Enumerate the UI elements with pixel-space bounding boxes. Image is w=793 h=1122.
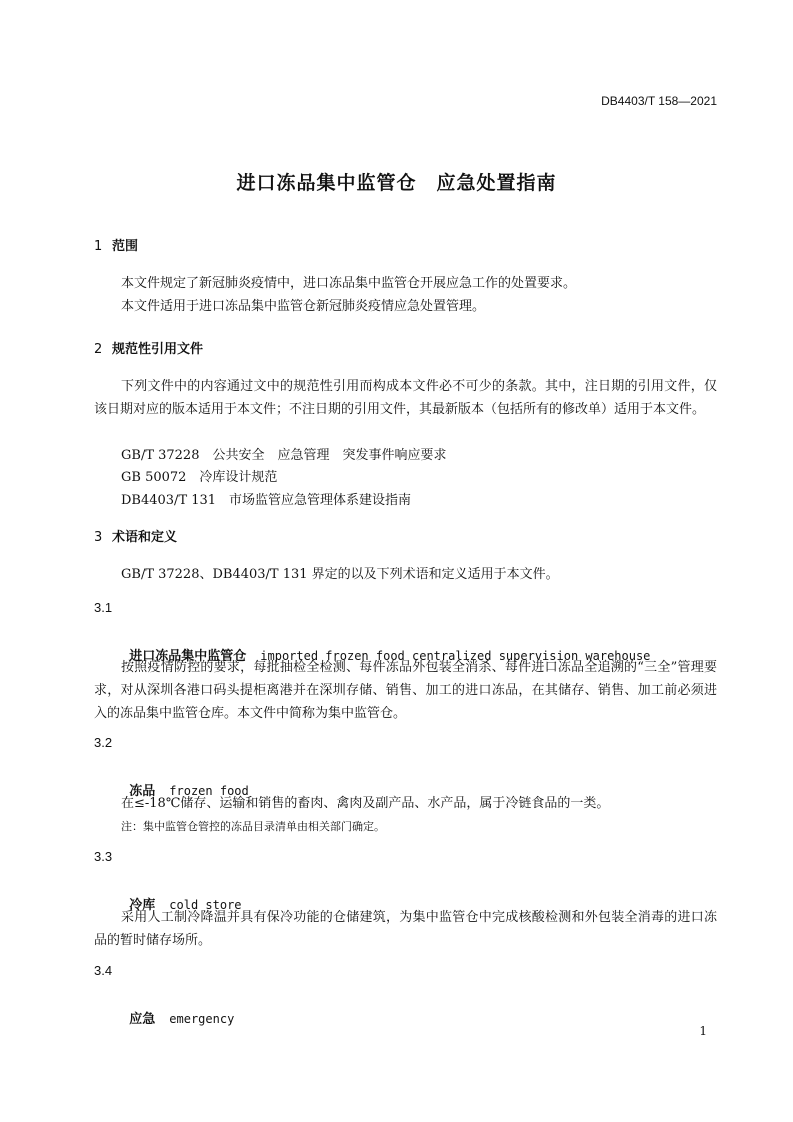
term-zh: 冷库	[129, 898, 156, 913]
paragraph: 本文件适用于进口冻品集中监管仓新冠肺炎疫情应急处置管理。	[121, 299, 486, 314]
section-title: 规范性引用文件	[112, 342, 204, 357]
section-number: 3	[94, 530, 103, 545]
term-en: cold store	[169, 898, 242, 912]
section-title: 范围	[112, 239, 139, 254]
term-entry	[121, 993, 234, 1027]
section-2-heading	[94, 338, 203, 357]
document-title: 进口冻品集中监管仓 应急处置指南	[236, 172, 557, 194]
paragraph: 本文件规定了新冠肺炎疫情中，进口冻品集中监管仓开展应急工作的处置要求。	[121, 276, 577, 291]
clause-number: 3.3	[94, 849, 113, 864]
reference-item: DB4403/T 131 市场监管应急管理体系建设指南	[121, 493, 412, 508]
term-en: imported frozen food centralized supervision warehouse	[260, 649, 651, 663]
clause-number: 3.4	[94, 963, 113, 978]
page-number: 1	[699, 1024, 707, 1038]
reference-item: GB/T 37228 公共安全 应急管理 突发事件响应要求	[121, 448, 447, 463]
definition: 按照疫情防控的要求，每批抽检全检测、每件冻品外包装全消杀、每件进口冻品全追溯的“三全”管理要求，对从深圳各港口码头提柜离港并在深圳存储、销售、加工的进口冻品，在其储存、销售、加工前必须进入的冻品集中监管仓库。本文件中简称为集中监管仓。	[94, 660, 717, 721]
term-en: emergency	[169, 1012, 235, 1026]
term-en: frozen food	[169, 784, 249, 798]
section-3-heading	[94, 526, 177, 545]
reference-item: GB 50072 冷库设计规范	[121, 470, 278, 485]
definition: 采用人工制冷降温并具有保冷功能的仓储建筑，为集中监管仓中完成核酸检测和外包装全消毒的进口冻品的暂时储存场所。	[94, 910, 717, 948]
paragraph: 下列文件中的内容通过文中的规范性引用而构成本文件必不可少的条款。其中，注日期的引用文件，仅该日期对应的版本适用于本文件；不注日期的引用文件，其最新版本（包括所有的修改单）适用于本文件。	[94, 379, 717, 417]
clause-number: 3.1	[94, 600, 113, 615]
note: 注：集中监管仓管控的冻品目录清单由相关部门确定。	[121, 820, 385, 833]
term-zh: 进口冻品集中监管仓	[129, 649, 247, 664]
clause-number: 3.2	[94, 735, 113, 750]
definition: 在≤-18℃储存、运输和销售的畜肉、禽肉及副产品、水产品，属于冷链食品的一类。	[121, 796, 610, 811]
section-number: 2	[94, 342, 103, 357]
section-1-heading	[94, 235, 138, 254]
term-zh: 应急	[129, 1012, 156, 1027]
paragraph: GB/T 37228、DB4403/T 131 界定的以及下列术语和定义适用于本文件。	[121, 567, 559, 582]
standard-code: DB4403/T 158—2021	[601, 94, 717, 108]
section-number: 1	[94, 239, 103, 254]
section-title: 术语和定义	[112, 530, 178, 545]
term-zh: 冻品	[129, 784, 156, 799]
